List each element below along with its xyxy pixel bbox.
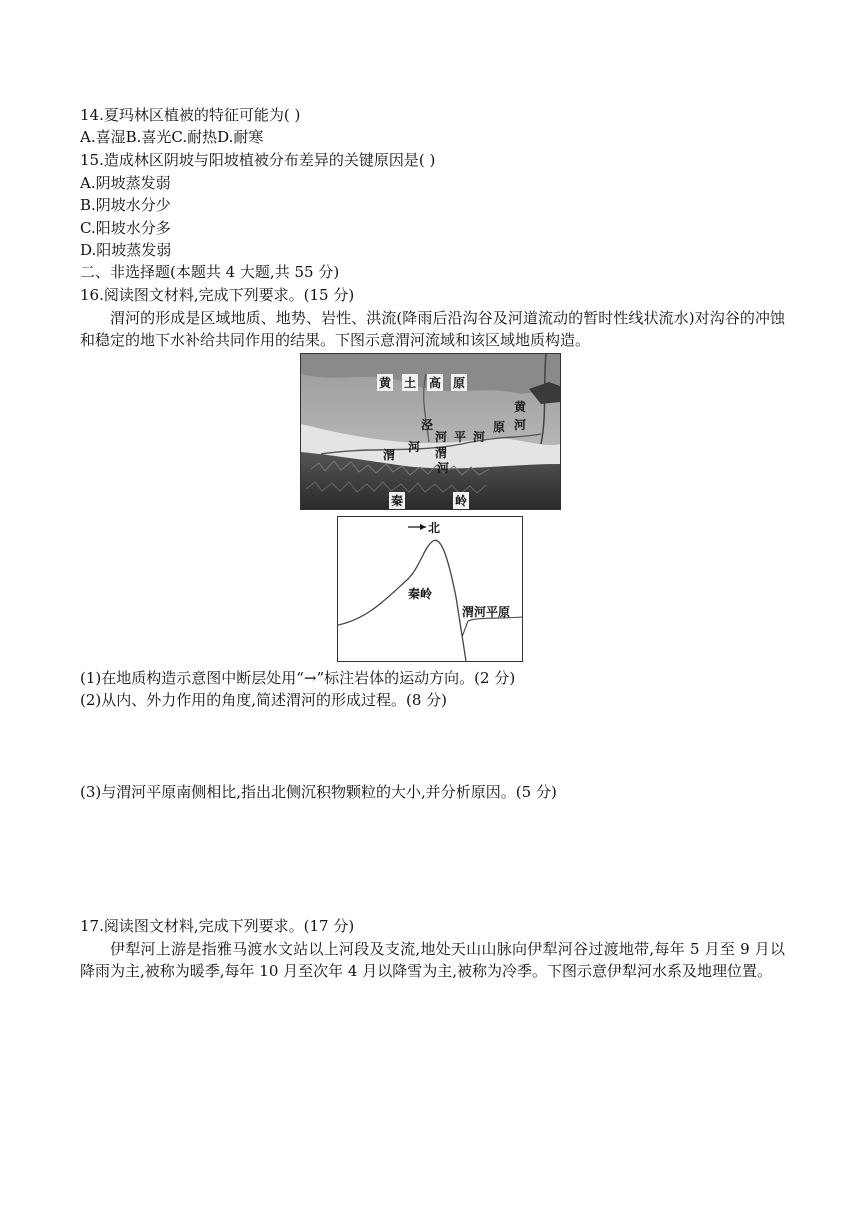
map-label-wei-mid: 渭 (435, 446, 448, 460)
diagram-label-north: 北 (428, 521, 441, 535)
diagram-label-qinling: 秦岭 (408, 587, 433, 601)
map-label-wei-left: 渭 (383, 448, 396, 462)
map-label-ping: 平 (454, 430, 467, 444)
map-label-tu: 土 (404, 376, 417, 390)
q16-material: 渭河的形成是区域地质、地势、岩性、洪流(降雨后沿沟谷及河道流动的暂时性线状流水)对沟谷的冲蚀和稳定的地下水补给共同作用的结果。下图示意渭河流域和该区域地质构造。 (80, 309, 785, 349)
q16-sub3: (3)与渭河平原南侧相比,指出北侧沉积物颗粒的大小,并分析原因。(5 分) (80, 783, 557, 801)
q17-material: 伊犁河上游是指雅马渡水文站以上河段及支流,地处天山山脉向伊犁河谷过渡地带,每年 5 月至 9 月以降雨为主,被称为暖季,每年 10 月至次年 4 月以降雪为主,被称为冷季。下图示意伊犁河水系及地理位置。 (80, 940, 785, 980)
map-label-wei-he: 河 (408, 440, 421, 454)
map-label-huang: 黄 (379, 376, 392, 390)
q15-option-d: D.阳坡蒸发弱 (80, 241, 172, 259)
section-2-heading: 二、非选择题(本题共 4 大题,共 55 分) (80, 263, 340, 281)
map-label-pingyuan-he: 河 (473, 430, 486, 444)
q14-options: A.喜湿B.喜光C.耐热D.耐寒 (80, 128, 264, 146)
wei-river-map (300, 353, 561, 510)
map-label-pingyuan-yuan: 原 (493, 420, 506, 434)
diagram-label-wei-plain: 渭河平原 (462, 605, 511, 619)
map-label-ling: 岭 (455, 494, 468, 508)
map-label-qin: 秦 (391, 494, 404, 508)
q16-sub1: (1)在地质构造示意图中断层处用“→”标注岩体的运动方向。(2 分) (80, 669, 516, 687)
q15-option-c: C.阳坡水分多 (80, 219, 171, 237)
map-label-gao: 高 (429, 376, 442, 390)
q15-option-b: B.阴坡水分少 (80, 196, 171, 214)
geologic-structure-diagram (337, 516, 523, 662)
map-label-yellow-river: 河 (514, 418, 527, 432)
q16-sub2: (2)从内、外力作用的角度,简述渭河的形成过程。(8 分) (80, 691, 448, 709)
map-label-yuan: 原 (453, 376, 466, 390)
map-label-he-lower: 河 (437, 461, 450, 475)
q16-stem: 16.阅读图文材料,完成下列要求。(15 分) (80, 286, 355, 304)
q15-option-a: A.阴坡蒸发弱 (80, 174, 171, 192)
map-label-jing: 泾 (421, 418, 434, 432)
q17-stem: 17.阅读图文材料,完成下列要求。(17 分) (80, 917, 355, 935)
map-label-jing-he: 河 (435, 430, 448, 444)
q15-stem: 15.造成林区阴坡与阳坡植被分布差异的关键原因是( ) (80, 151, 436, 169)
map-label-yellow: 黄 (514, 400, 527, 414)
q14-stem: 14.夏玛林区植被的特征可能为( ) (80, 106, 301, 124)
